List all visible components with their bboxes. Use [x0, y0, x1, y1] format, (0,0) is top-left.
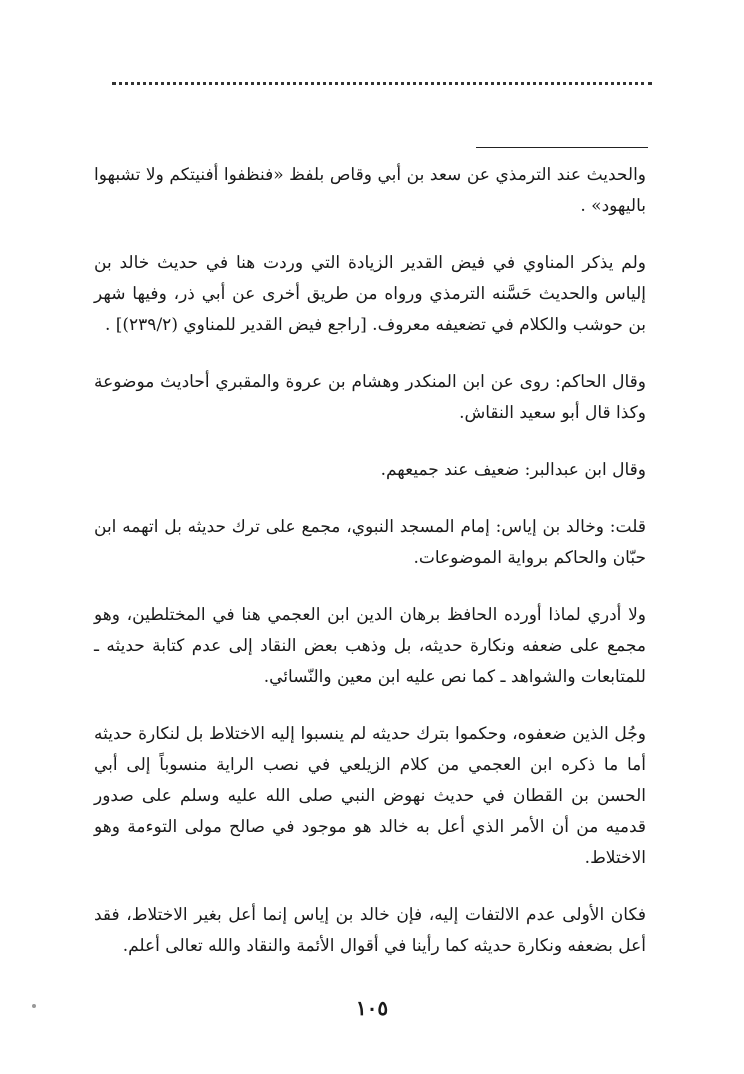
- margin-mark: [32, 1004, 36, 1008]
- page-body: [94, 160, 646, 988]
- body-paragraph-6: فكان الأولى عدم الالتفات إليه، فإن خالد بن إياس إنما أعل بغير الاختلاط، فقد أعل بضعفه ونكارة حديثه كما رأينا في أقوال الأئمة والنقاد والله تعالى أعلم.: [94, 905, 646, 956]
- body-paragraph-2: وقال ابن عبدالبر: ضعيف عند جميعهم.: [380, 460, 646, 480]
- footnote-paragraph-2: ولم يذكر المناوي في فيض القدير الزيادة التي وردت هنا في حديث خالد بن إلياس والحديث حَسَّنه الترمذي ورواه من طريق أخرى عن أبي ذر، وفيها شهر بن حوشب والكلام في تضعيفه معروف. [راجع فيض القدير للمناوي (٢٣٩/٢)] .: [94, 253, 646, 335]
- dotted-separator: [112, 82, 652, 85]
- body-paragraph-1: وقال الحاكم: روى عن ابن المنكدر وهشام بن عروة والمقبري أحاديث موضوعة وكذا قال أبو سعيد النقاش.: [94, 372, 646, 423]
- body-paragraph-4: ولا أدري لماذا أورده الحافظ برهان الدين ابن العجمي هنا في المختلطين، وهو مجمع على ضعفه ونكارة حديثه، بل وذهب بعض النقاد إلى عدم كتابة حديثه ـ للمتابعات والشواهد ـ كما نص عليه ابن معين والنّسائي.: [94, 605, 646, 687]
- footnote-rule: [476, 147, 648, 148]
- body-paragraph-3: قلت: وخالد بن إياس: إمام المسجد النبوي، مجمع على ترك حديثه بل اتهمه ابن حبّان والحاكم برواية الموضوعات.: [94, 517, 646, 568]
- body-paragraph-5: وجُل الذين ضعفوه، وحكموا بترك حديثه لم ينسبوا إليه الاختلاط بل لنكارة حديثه أما ما ذكره ابن العجمي من كلام الزيلعي في نصب الراية منسوباً إلى أبي الحسن بن القطان في حديث نهوض النبي صلى الله عليه وسلم على صدور قدميه من أن الأمر الذي أعل به خالد هو موجود في صالح مولى التوءمة وهو الاختلاط.: [94, 724, 646, 868]
- page-number: ١٠٥: [355, 996, 389, 1020]
- footnote-paragraph-1: والحديث عند الترمذي عن سعد بن أبي وقاص بلفظ «فنظفوا أفنيتكم ولا تشبهوا باليهود» .: [94, 165, 646, 216]
